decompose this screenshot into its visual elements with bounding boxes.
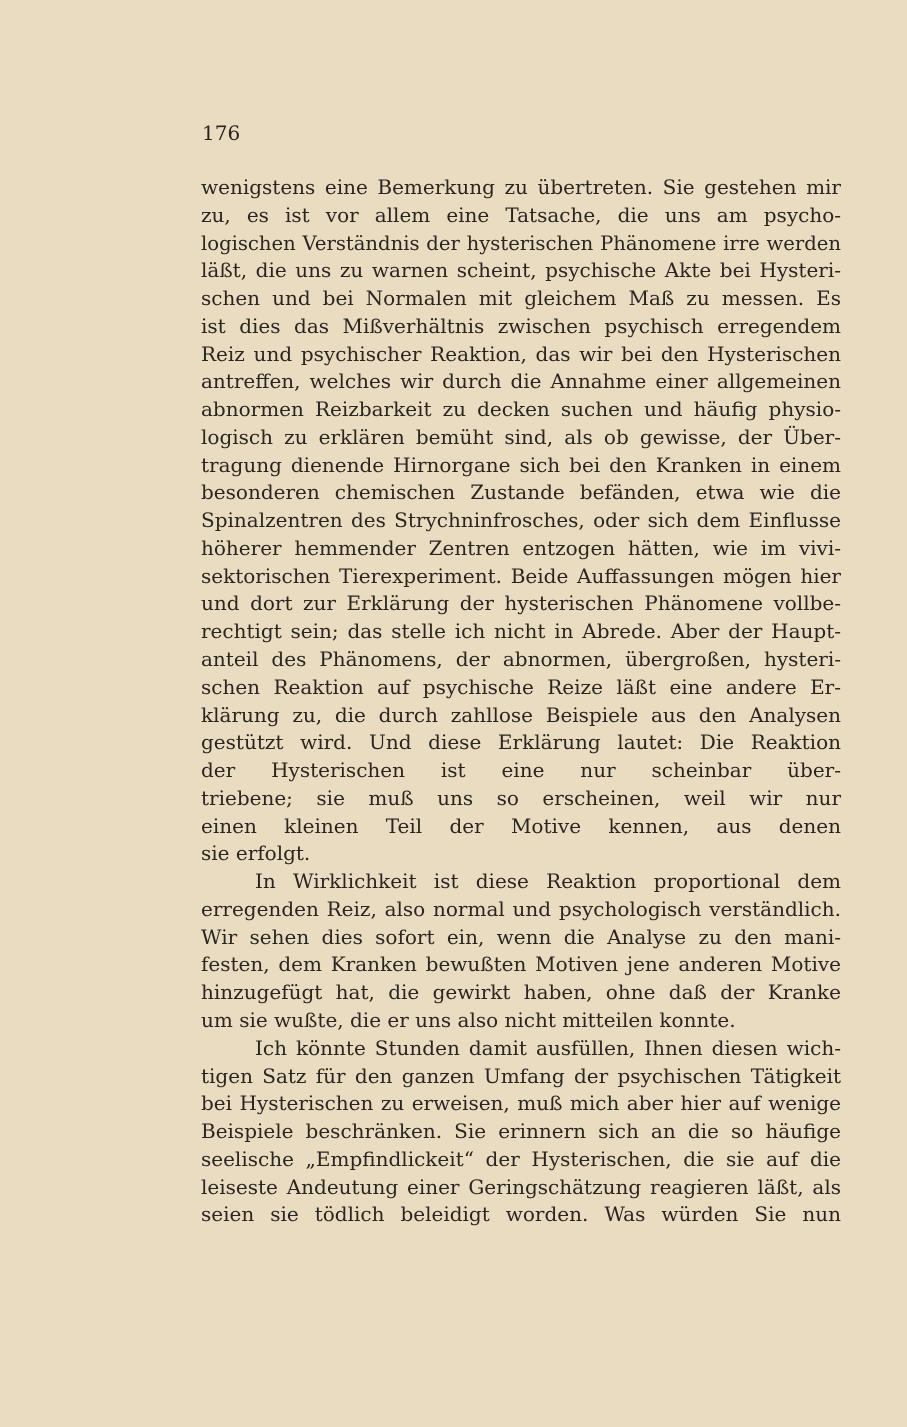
text-line: rechtigt sein; das stelle ich nicht in Abrede. Aber der Haupt-: [201, 619, 841, 644]
text-line: abnormen Reizbarkeit zu decken suchen und häufig physio-: [201, 397, 841, 422]
text-line: läßt, die uns zu warnen scheint, psychische Akte bei Hysteri-: [201, 258, 841, 283]
page-number: 176: [202, 121, 241, 145]
text-line: seien sie tödlich beleidigt worden. Was würden Sie nun: [201, 1202, 841, 1227]
text-line: der Hysterischen ist eine nur scheinbar über-: [201, 758, 841, 783]
text-line: Spinalzentren des Strychninfrosches, oder sich dem Einflusse: [201, 508, 841, 533]
text-line: leiseste Andeutung einer Geringschätzung reagieren läßt, als: [201, 1174, 841, 1199]
text-line: bei Hysterischen zu erweisen, muß mich aber hier auf wenige: [201, 1091, 841, 1116]
text-line: In Wirklichkeit ist diese Reaktion proportional dem: [255, 869, 841, 894]
text-line: gestützt wird. Und diese Erklärung lautet: Die Reaktion: [201, 730, 841, 755]
text-line: logisch zu erklären bemüht sind, als ob gewisse, der Über-: [201, 424, 841, 449]
text-line: einen kleinen Teil der Motive kennen, aus denen: [201, 813, 841, 838]
text-line: hinzugefügt hat, die gewirkt haben, ohne daß der Kranke: [201, 980, 841, 1005]
text-line: festen, dem Kranken bewußten Motiven jene anderen Motive: [201, 952, 841, 977]
text-line: tragung dienende Hirnorgane sich bei den Kranken in einem: [201, 452, 841, 477]
text-line: schen Reaktion auf psychische Reize läßt eine andere Er-: [201, 674, 841, 699]
text-line: tigen Satz für den ganzen Umfang der psychischen Tätigkeit: [201, 1063, 841, 1088]
text-line: klärung zu, die durch zahllose Beispiele aus den Analysen: [201, 702, 841, 727]
text-line: antreffen, welches wir durch die Annahme einer allgemeinen: [201, 369, 841, 394]
text-line: besonderen chemischen Zustande befänden, etwa wie die: [201, 480, 841, 505]
text-line: höherer hemmender Zentren entzogen hätten, wie im vivi-: [201, 535, 841, 560]
text-line: zu, es ist vor allem eine Tatsache, die uns am psycho-: [201, 202, 841, 227]
text-line: sektorischen Tierexperiment. Beide Auffassungen mögen hier: [201, 563, 841, 588]
text-line: triebene; sie muß uns so erscheinen, weil wir nur: [201, 785, 841, 810]
text-line: Ich könnte Stunden damit ausfüllen, Ihnen diesen wich-: [255, 1035, 841, 1060]
text-line: sie erfolgt.: [201, 841, 311, 866]
text-line: logischen Verständnis der hysterischen Phänomene irre werden: [201, 231, 841, 255]
text-line: seelische „Empfindlickeit“ der Hysterischen, die sie auf die: [201, 1146, 841, 1171]
text-line: ist dies das Mißverhältnis zwischen psychisch erregendem: [201, 313, 841, 338]
text-line: und dort zur Erklärung der hysterischen Phänomene vollbe-: [201, 591, 841, 616]
body-text: [201, 174, 841, 1229]
text-line: schen und bei Normalen mit gleichem Maß zu messen. Es: [201, 286, 841, 311]
text-line: anteil des Phänomens, der abnormen, übergroßen, hysteri-: [201, 647, 841, 672]
text-line: Reiz und psychischer Reaktion, das wir bei den Hysterischen: [201, 341, 841, 366]
text-line: wenigstens eine Bemerkung zu übertreten. Sie gestehen mir: [201, 175, 841, 199]
text-line: Wir sehen dies sofort ein, wenn die Analyse zu den mani-: [201, 924, 841, 949]
text-line: erregenden Reiz, also normal und psychologisch verständlich.: [201, 896, 841, 921]
text-line: Beispiele beschränken. Sie erinnern sich an die so häufige: [201, 1119, 841, 1144]
text-line: um sie wußte, die er uns also nicht mitteilen konnte.: [201, 1007, 736, 1032]
